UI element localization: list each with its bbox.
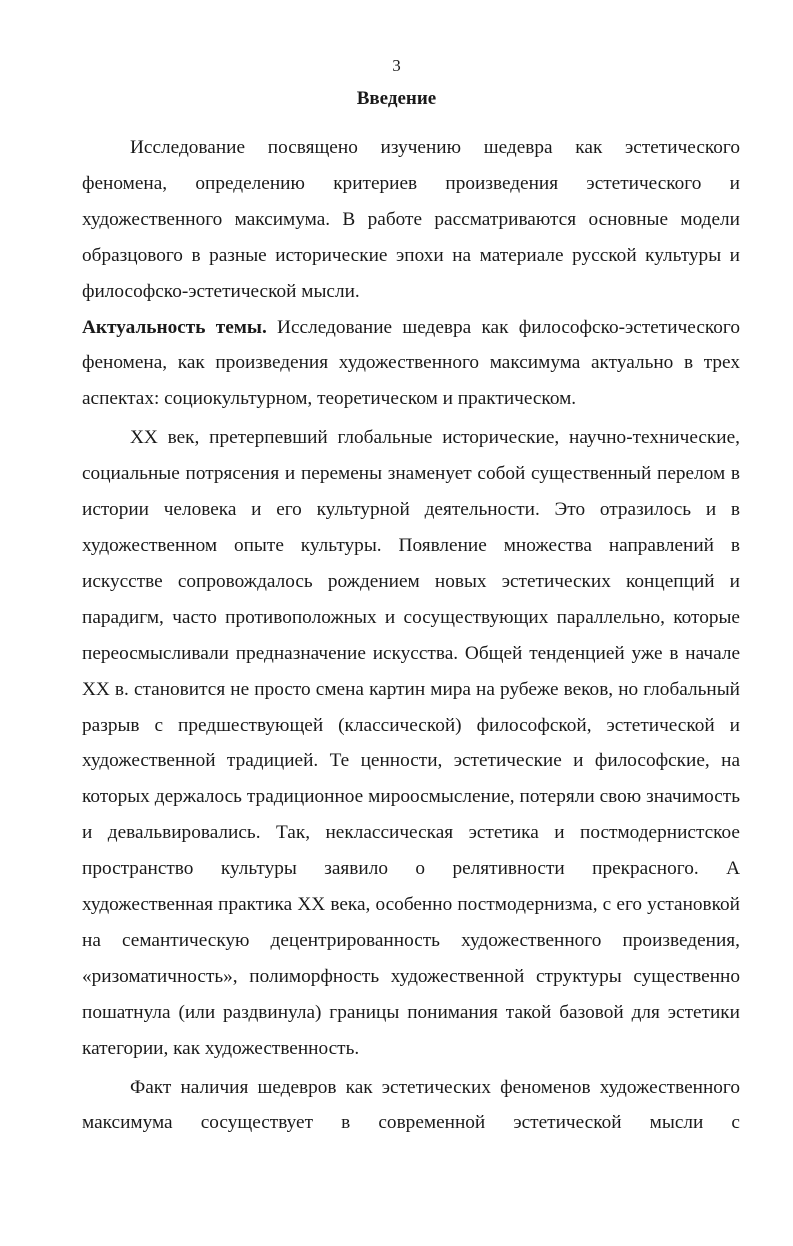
section-heading: Введение [356, 88, 437, 109]
relevance-lead: Актуальность темы. [82, 316, 267, 338]
body-text [82, 130, 740, 1141]
paragraph-relevance [82, 310, 740, 418]
paragraph-twentieth-century: XX век, претерпевший глобальные исторические, научно-технические, социальные потрясения и перемены знаменует собой существенный перелом в истории человека и его культурной деятельности. Это отразилось и в художественном опыте культуры. Появление множества направлений в искусстве сопровождалось рождением новых эстетических концепций и парадигм, часто противоположных и сосуществующих параллельно, которые переосмысливали предназначение искусства. Общей тенденцией уже в начале XX в. становится не просто смена картин мира на рубеже веков, но глобальный разрыв с предшествующей (классической) философской, эстетической и художественной традицией. Те ценности, эстетические и философские, на которых держалось традиционное мироосмысление, потеряли свою значимость и девальвировались. Так, неклассическая эстетика и постмодернистское пространство культуры заявило о релятивности прекрасного. А художественная практика XX века, особенно постмодернизма, с его установкой на семантическую децентрированность художественного произведения, «ризоматичность», полиморфность художественной структуры существенно пошатнула (или раздвинула) границы понимания такой базовой для эстетики категории, как художественность. [82, 427, 740, 1059]
paragraph-intro: Исследование посвящено изучению шедевра как эстетического феномена, определению критериев произведения эстетического и художественного максимума. В работе рассматриваются основные модели образцового в разные исторические эпохи на материале русской культуры и философско-эстетической мысли. [82, 137, 740, 302]
page-number: 3 [392, 56, 401, 75]
paragraph-masterpiece-fact: Факт наличия шедевров как эстетических феноменов художественного максимума сосуществует в современной эстетической мысли с [82, 1076, 740, 1134]
relevance-text: Исследование шедевра как философско-эстетического феномена, как произведения художественного максимума актуально в трех аспектах: социокультурном, теоретическом и практическом. [82, 316, 740, 410]
